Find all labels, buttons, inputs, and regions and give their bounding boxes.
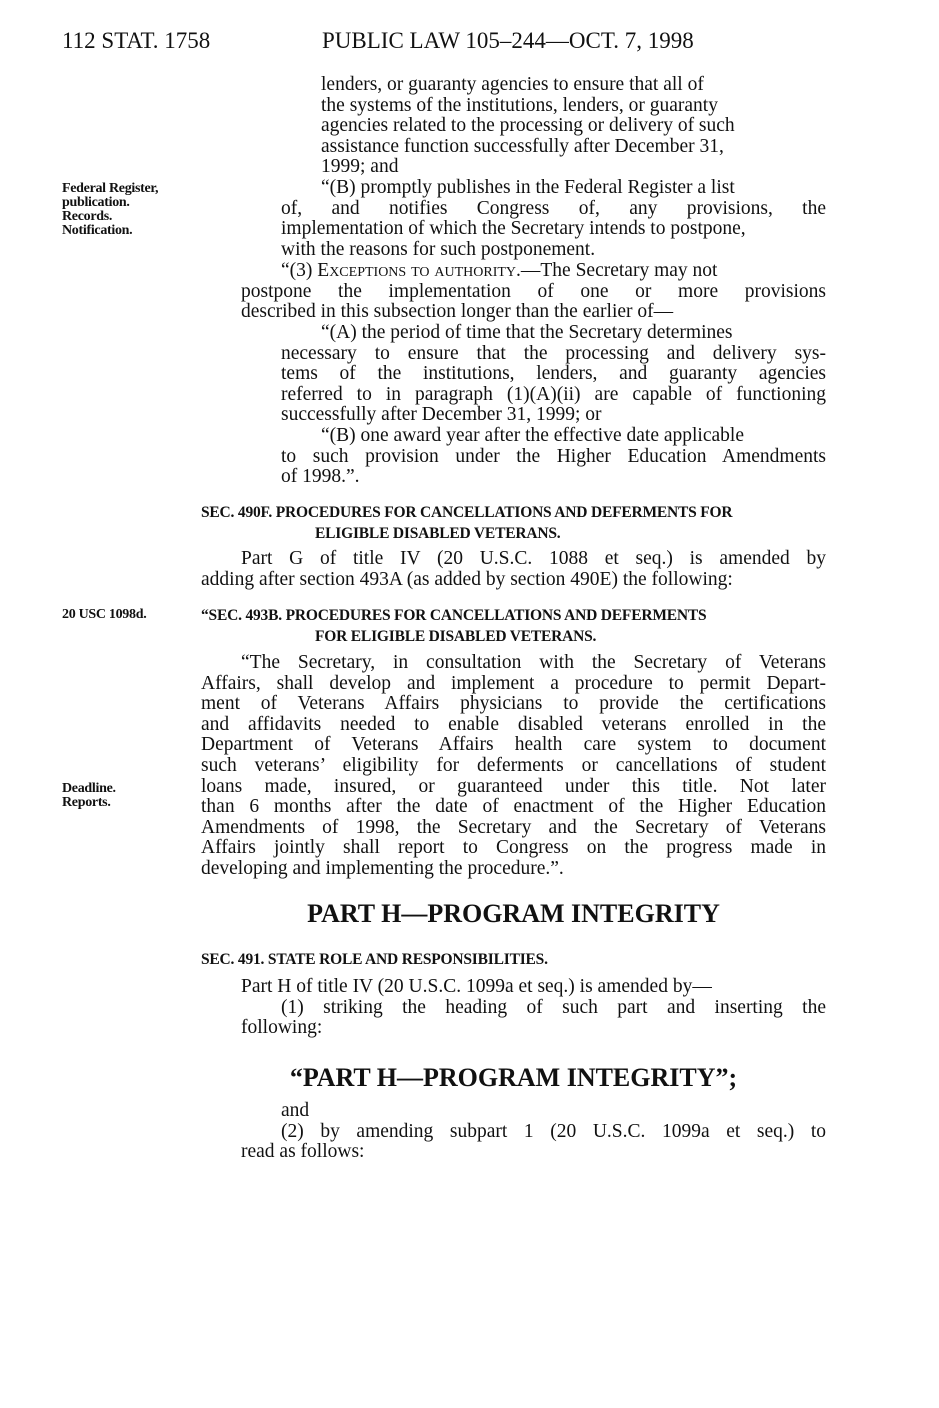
margin-note-deadline [62,782,116,810]
text-line: “The Secretary, in consultation with the Secretary of Veterans [241,652,826,673]
text-line: assistance function successfully after December 31, [321,135,724,157]
text-line: of 1998.”. [281,466,360,488]
text-line: adding after section 493A (as added by section 490E) the following: [201,568,733,590]
text-line: such veterans’ eligibility for deferments or cancellations of student [201,754,826,776]
text-line: “(A) the period of time that the Secretary determines [321,322,733,343]
section-493b-heading [201,605,826,647]
section-490f-text [201,549,826,590]
exceptions-lead: “(3) [281,260,318,281]
exceptions-heading: Exceptions to authority [317,260,517,281]
paragraph-exceptions [241,261,826,323]
part-h-heading: PART H—PROGRAM INTEGRITY [307,899,720,928]
section-heading-line: SEC. 490F. PROCEDURES FOR CANCELLATIONS AND DEFERMENTS FOR [201,504,733,521]
text-line: tems of the institutions, lenders, and guaranty agencies [281,363,826,385]
exceptions-rest: .—The Secretary may not [516,260,718,281]
text-line: referred to in paragraph (1)(A)(ii) are capable of functioning [281,383,826,405]
text-line: 1999; and [321,156,399,178]
text-line: and [281,1100,310,1121]
section-heading-line: “SEC. 493B. PROCEDURES FOR CANCELLATIONS AND DEFERMENTS [201,607,707,624]
text-line: implementation of which the Secretary intends to postpone, [281,218,746,240]
margin-note-line: publication. [62,195,130,210]
text-line: Amendments of 1998, the Secretary and the Secretary of Veterans [201,816,826,838]
text-line: agencies related to the processing or delivery of such [321,115,735,137]
text-line: (2) by amending subpart 1 (20 U.S.C. 1099a et seq.) to [281,1120,826,1142]
paragraph-a-period [281,323,826,426]
text-line: than 6 months after the date of enactment of the Higher Education [201,796,826,818]
exceptions-first-line [241,261,826,282]
text-line: “(B) promptly publishes in the Federal Register a list [321,177,735,198]
text-line: Affairs, shall develop and implement a procedure to permit Depart- [201,672,826,694]
quoted-part-h-heading: “PART H—PROGRAM INTEGRITY”; [289,1063,738,1092]
text-line: ment of Veterans Affairs physicians to provide the certifications [201,693,826,715]
section-491-text [241,977,826,1039]
section-491-heading: SEC. 491. STATE ROLE AND RESPONSIBILITIES. [201,951,548,968]
margin-note-line: Notification. [62,223,133,238]
text-line: successfully after December 31, 1999; or [281,404,602,426]
text-line: of, and notifies Congress of, any provisions, the [281,197,826,219]
text-line: and affidavits needed to enable disabled veterans enrolled in the [201,713,826,735]
margin-note-federal-register [62,182,158,238]
text-line: with the reasons for such postponement. [281,238,596,260]
margin-note-line: Reports. [62,795,111,810]
section-493b-text [201,653,826,880]
text-line: loans made, insured, or guaranteed under this title. Not later [201,775,826,797]
text-line: the systems of the institutions, lenders, or guaranty [321,94,718,116]
margin-note-line: Deadline. [62,781,116,796]
text-line: Department of Veterans Affairs health care system to document [201,734,826,756]
margin-note-usc: 20 USC 1098d. [62,607,147,622]
section-491-continuation [241,1101,826,1163]
text-line: Affairs jointly shall report to Congress on the progress made in [201,837,826,859]
text-line: lenders, or guaranty agencies to ensure that all of [321,74,704,95]
text-line: “(B) one award year after the effective date applicable [321,425,744,446]
text-line: postpone the implementation of one or more provisions [241,280,826,302]
text-line: read as follows: [241,1141,365,1163]
text-line: Part H of title IV (20 U.S.C. 1099a et seq.) is amended by— [241,976,712,997]
text-line: following: [241,1017,323,1039]
text-line: necessary to ensure that the processing and delivery sys- [281,342,826,364]
text-line: (1) striking the heading of such part and inserting the [281,996,826,1018]
section-heading-line: FOR ELIGIBLE DISABLED VETERANS. [315,628,597,645]
margin-note-line: Federal Register, [62,181,159,196]
paragraph-b-award-year [281,426,826,488]
text-line: to such provision under the Higher Education Amendments [281,445,826,467]
stat-page-number: 112 STAT. 1758 [62,28,211,53]
text-line: developing and implementing the procedure.”. [201,857,564,879]
text-line: described in this subsection longer than the earlier of— [241,301,674,323]
section-490f-heading [201,502,826,544]
margin-note-line: Records. [62,209,113,224]
text-line: Part G of title IV (20 U.S.C. 1088 et seq.) is amended by [241,548,826,569]
paragraph-systems [321,75,826,178]
public-law-header: PUBLIC LAW 105–244—OCT. 7, 1998 [322,28,694,53]
paragraph-b-publishes [281,178,826,260]
section-heading-line: ELIGIBLE DISABLED VETERANS. [315,525,561,542]
